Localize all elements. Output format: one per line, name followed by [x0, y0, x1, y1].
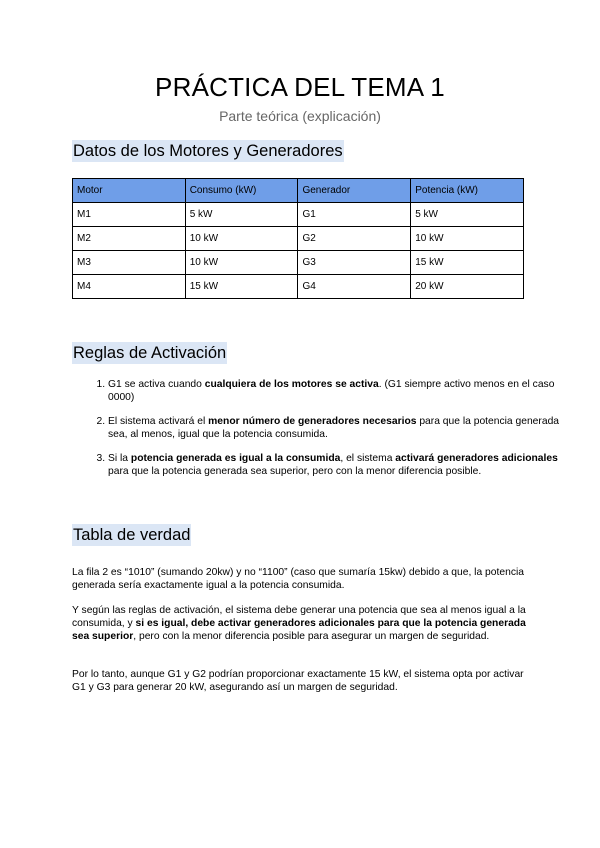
rule-text: , el sistema	[340, 453, 396, 464]
column-header-potencia: Potencia (kW)	[411, 179, 524, 203]
page-title: PRÁCTICA DEL TEMA 1	[155, 72, 445, 102]
rule-text-bold: menor número de generadores necesarios	[208, 416, 417, 427]
column-header-consumo: Consumo (kW)	[185, 179, 298, 203]
table-cell: 5 kW	[185, 203, 298, 227]
rule-text: G1 se activa cuando	[108, 379, 205, 390]
rule-text: . (G1 siempre activo menos en el caso 0000)	[108, 379, 555, 403]
column-header-generador: Generador	[298, 179, 411, 203]
table-cell: 15 kW	[185, 275, 298, 299]
table-cell: G1	[298, 203, 411, 227]
paragraph-text: Y según las reglas de activación, el sistema debe generar una potencia que sea al menos igual a la consumida, y	[72, 605, 526, 629]
table-cell: G3	[298, 251, 411, 275]
table-cell: 5 kW	[411, 203, 524, 227]
table-cell: M2	[73, 227, 186, 251]
table-cell: M3	[73, 251, 186, 275]
paragraph-text: , pero con la menor diferencia posible para asegurar un margen de seguridad.	[133, 631, 490, 642]
paragraph-fila-2: La fila 2 es “1010” (sumando 20kw) y no “1100” (caso que sumaría 15kw) debido a que, la potencia generada sería exactamente igual a la potencia consumida.	[72, 567, 524, 591]
list-item	[108, 452, 568, 478]
paragraph-conclusion: Por lo tanto, aunque G1 y G2 podrían proporcionar exactamente 15 kW, el sistema opta por activar G1 y G3 para generar 20 kW, asegurando así un margen de seguridad.	[72, 669, 524, 693]
table-row	[73, 275, 524, 299]
column-header-motor: Motor	[73, 179, 186, 203]
table-cell: 10 kW	[185, 227, 298, 251]
list-item	[108, 415, 568, 441]
rule-text-bold: cualquiera de los motores se activa	[204, 379, 379, 390]
rule-text: El sistema activará el	[108, 416, 209, 427]
table-cell: G4	[298, 275, 411, 299]
activation-rules-list	[72, 378, 568, 489]
table-cell: 20 kW	[411, 275, 524, 299]
rule-text: Si la	[108, 453, 131, 464]
table-cell: 15 kW	[411, 251, 524, 275]
table-cell: G2	[298, 227, 411, 251]
table-row	[73, 203, 524, 227]
rule-text: para que la potencia generada sea superior, pero con la menor diferencia posible.	[108, 466, 482, 477]
page-subtitle: Parte teórica (explicación)	[219, 108, 381, 124]
table-row	[73, 227, 524, 251]
motors-table	[72, 178, 524, 299]
table-cell: M4	[73, 275, 186, 299]
paragraph-text-bold: si es igual, debe activar generadores adicionales para que la potencia generada sea superior	[72, 618, 526, 642]
rule-text-bold: potencia generada es igual a la consumida	[130, 453, 341, 464]
list-item	[108, 378, 568, 404]
table-cell: 10 kW	[185, 251, 298, 275]
table-row	[73, 251, 524, 275]
table-cell: 10 kW	[411, 227, 524, 251]
table-header-row	[73, 179, 524, 203]
section-heading-reglas: Reglas de Activación	[73, 344, 227, 362]
rule-text-bold: activará generadores adicionales	[395, 453, 558, 464]
rule-text: para que la potencia generada sea, al menos, igual que la potencia consumida.	[108, 416, 560, 440]
paragraph-reglas	[72, 604, 528, 643]
section-heading-datos: Datos de los Motores y Generadores	[73, 142, 343, 160]
section-heading-tabla: Tabla de verdad	[73, 526, 191, 544]
table-cell: M1	[73, 203, 186, 227]
